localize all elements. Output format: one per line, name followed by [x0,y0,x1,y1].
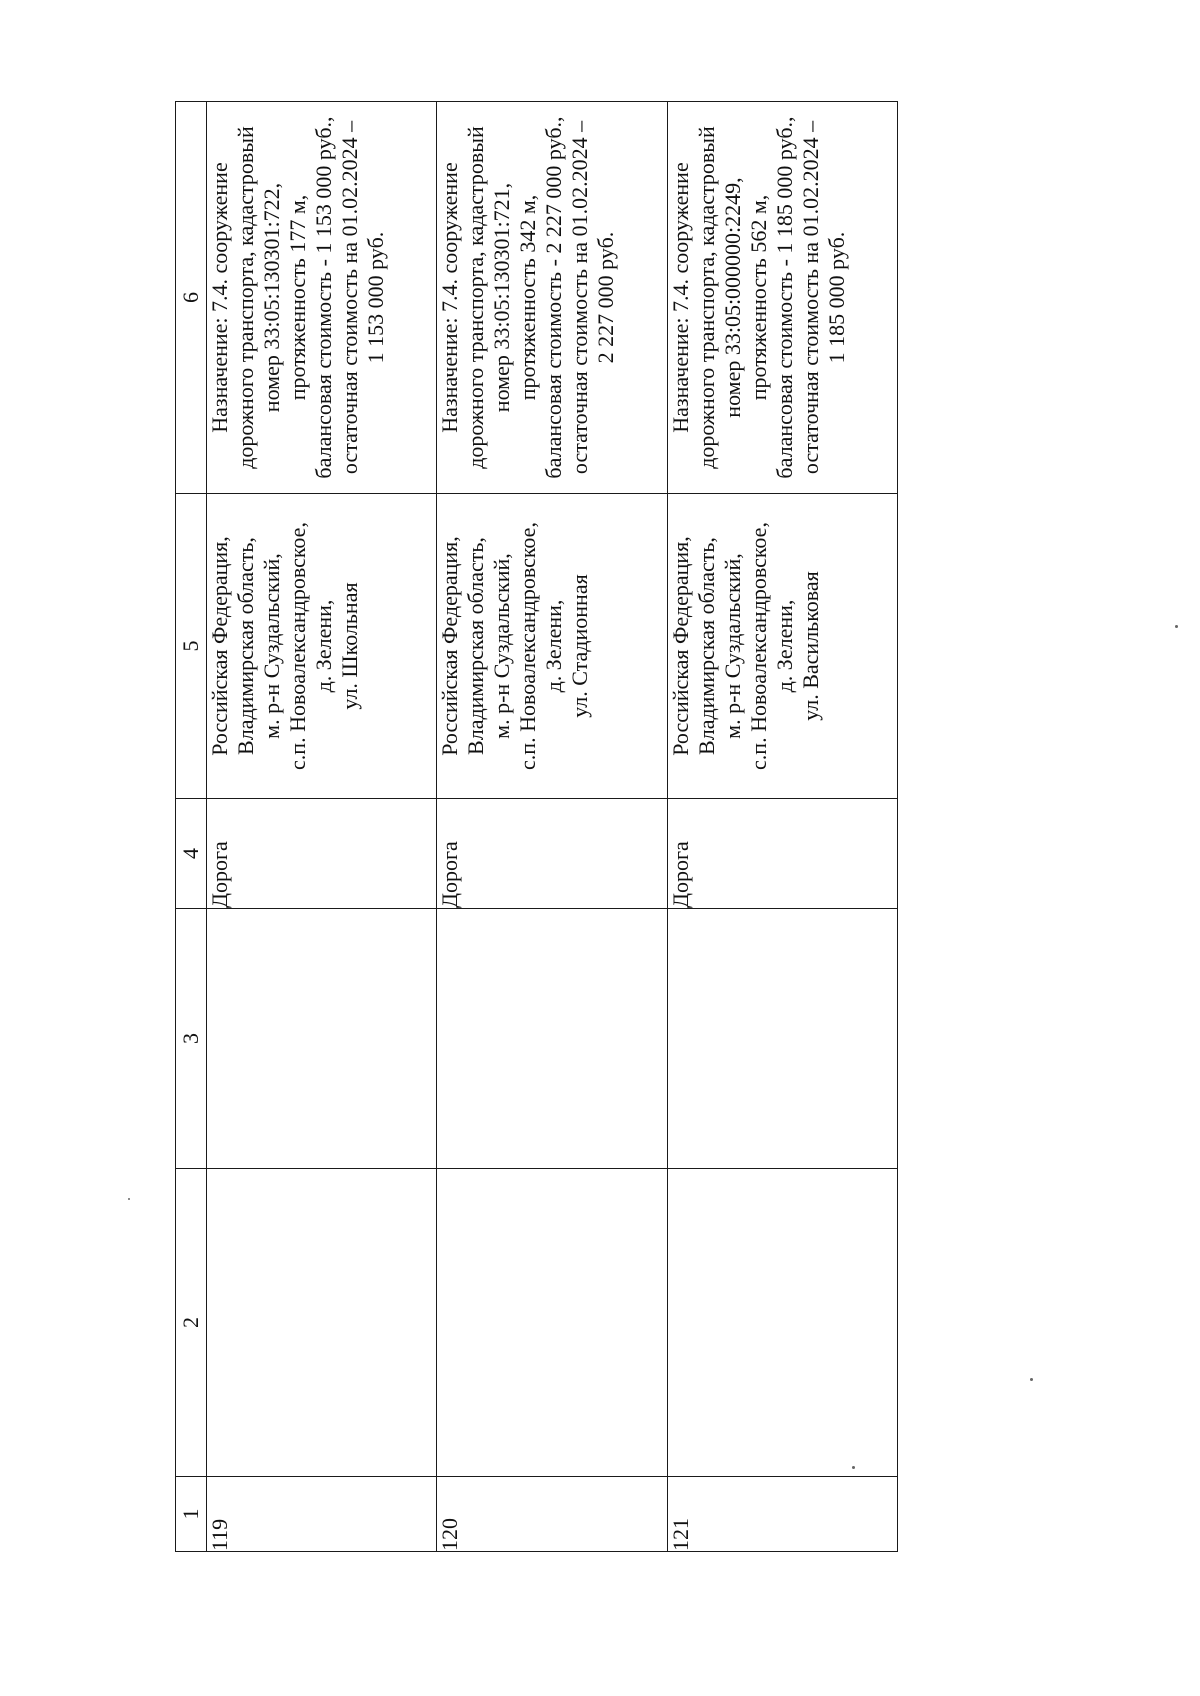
address-cell [667,494,897,799]
description-line: Назначение: 7.4. сооружение [207,162,232,433]
address-line: с.п. Новоалександровское, [285,522,310,770]
description-line: Назначение: 7.4. сооружение [437,162,463,433]
description-line: протяженность 342 м, [515,194,541,401]
description-line: дорожного транспорта, кадастровый [693,126,719,469]
description-line: 1 153 000 руб. [363,231,388,364]
description-line: остаточная стоимость на 01.02.2024 – [337,120,362,475]
column-header-4: 4 [176,799,207,909]
rotated-table-wrapper [175,102,898,1552]
address-line: м. р-н Суздальский, [259,553,284,739]
address-line: м. р-н Суздальский, [489,553,515,739]
column-header-5: 5 [176,494,207,799]
scan-speck [128,1198,130,1200]
address-line: Российская Федерация, [207,536,232,756]
description-line: номер 33:05:130301:722, [259,182,284,413]
description-line: 2 227 000 руб. [593,231,619,364]
address-cell [437,494,667,799]
description-cell [207,102,437,494]
property-registry-table [175,101,898,1552]
address-line: ул. Стадионная [567,574,593,718]
address-line: д. Зелени, [311,599,336,693]
address-line: Владимирская область, [463,537,489,755]
description-line: номер 33:05:000000:2249, [719,177,745,418]
table-row [667,102,897,1552]
description-line: Назначение: 7.4. сооружение [667,162,693,433]
description-line: остаточная стоимость на 01.02.2024 – [567,120,593,475]
address-line: с.п. Новоалександровское, [515,522,541,770]
object-type: Дорога [667,799,897,909]
description-line: протяженность 177 м, [285,194,310,401]
table-row [207,102,437,1552]
column-header-3: 3 [176,909,207,1169]
cell-col2 [207,1169,437,1477]
cell-col2 [437,1169,667,1477]
description-line: дорожного транспорта, кадастровый [463,126,489,469]
address-line: Владимирская область, [233,537,258,755]
address-line: ул. Васильковая [797,571,823,721]
address-line: д. Зелени, [541,599,567,693]
address-line: Российская Федерация, [437,536,463,756]
address-line: м. р-н Суздальский, [719,553,745,739]
description-line: дорожного транспорта, кадастровый [233,126,258,469]
description-line: протяженность 562 м, [745,194,771,401]
object-type: Дорога [437,799,667,909]
column-header-2: 2 [176,1169,207,1477]
row-number: 120 [437,1477,667,1552]
scan-speck [1175,625,1178,628]
address-line: Владимирская область, [693,537,719,755]
description-line: 1 185 000 руб. [823,231,849,364]
row-number: 121 [667,1477,897,1552]
scan-speck [852,1466,855,1469]
description-line: балансовая стоимость - 1 185 000 руб., [771,116,797,479]
cell-col2 [667,1169,897,1477]
cell-col3 [207,909,437,1169]
address-line: Российская Федерация, [667,536,693,756]
address-line: ул. Школьная [337,582,362,710]
object-type: Дорога [207,799,437,909]
address-line: д. Зелени, [771,599,797,693]
column-header-6: 6 [176,102,207,494]
description-line: номер 33:05:130301:721, [489,182,515,413]
address-cell [207,494,437,799]
table-row [437,102,667,1552]
cell-col3 [667,909,897,1169]
description-cell [667,102,897,494]
description-cell [437,102,667,494]
description-line: балансовая стоимость - 2 227 000 руб., [541,116,567,479]
description-line: остаточная стоимость на 01.02.2024 – [797,120,823,475]
column-header-1: 1 [176,1477,207,1552]
description-line: балансовая стоимость - 1 153 000 руб., [311,116,336,479]
scan-speck [1030,1378,1033,1381]
cell-col3 [437,909,667,1169]
header-row [176,102,207,1552]
row-number: 119 [207,1477,437,1552]
address-line: с.п. Новоалександровское, [745,522,771,770]
